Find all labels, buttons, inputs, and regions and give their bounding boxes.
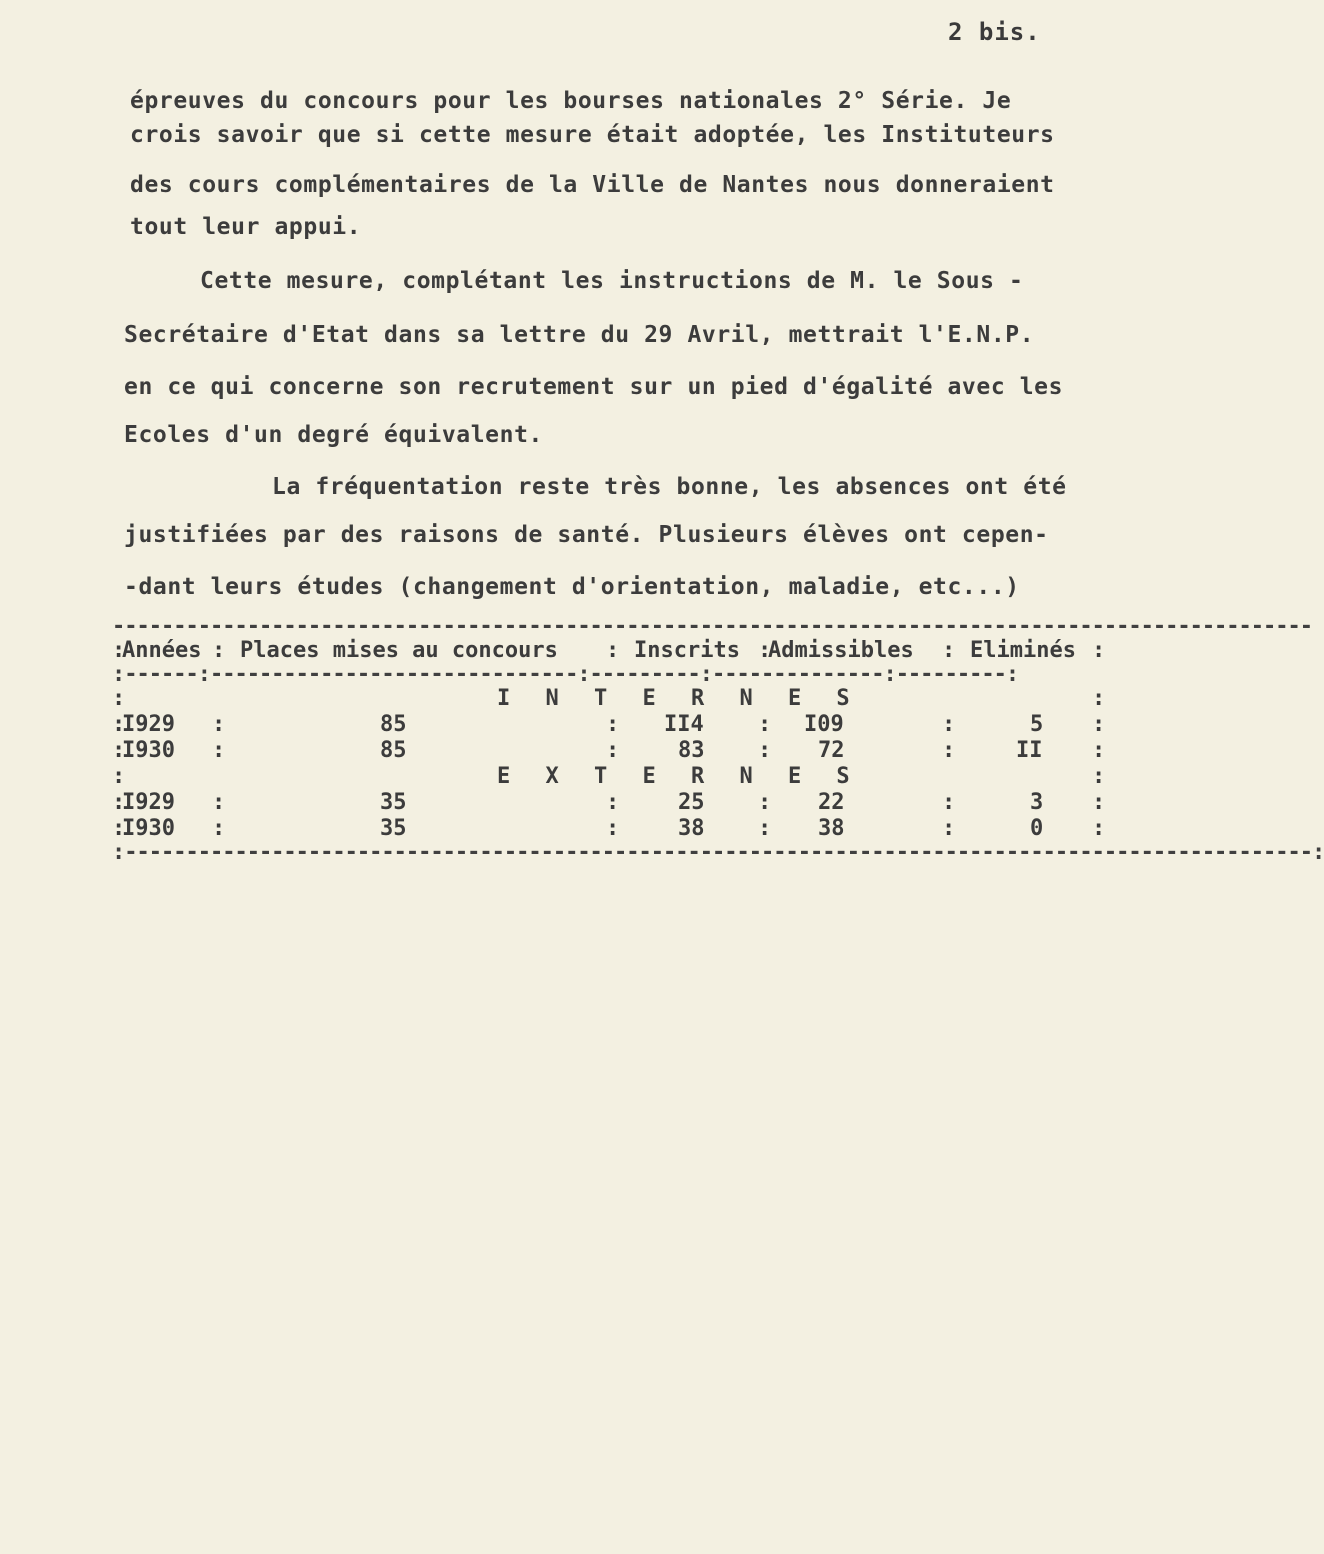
- section-title-internes: I N T E R N E S: [497, 686, 861, 711]
- cell-admissibles: I09: [804, 712, 844, 737]
- cell-places: 35: [380, 816, 407, 841]
- paragraph-line: crois savoir que si cette mesure était adoptée, les Instituteurs: [130, 122, 1055, 148]
- section-title-externes: E X T E R N E S: [497, 764, 861, 789]
- cell-annee: I929: [122, 790, 175, 815]
- paragraph-line: Secrétaire d'Etat dans sa lettre du 29 Avril, mettrait l'E.N.P.: [124, 322, 1035, 348]
- paragraph-line: en ce qui concerne son recrutement sur un pied d'égalité avec les: [124, 374, 1064, 400]
- table-section-row: : I N T E R N E S :: [112, 686, 1106, 711]
- paragraph-line: La fréquentation reste très bonne, les absences ont été: [272, 474, 1067, 500]
- table-row: : I929 : 85 : II4 : I09 : 5 :: [112, 712, 1106, 737]
- table-row: : I930 : 85 : 83 : 72 : II :: [112, 738, 1106, 763]
- header-elimines: Eliminés: [970, 638, 1076, 663]
- cell-annee: I929: [122, 712, 175, 737]
- header-inscrits: Inscrits: [634, 638, 740, 663]
- cell-admissibles: 38: [818, 816, 845, 841]
- cell-elimines: 5: [1030, 712, 1044, 737]
- paragraph-line: des cours complémentaires de la Ville de Nantes nous donneraient: [130, 172, 1055, 198]
- cell-elimines: 3: [1030, 790, 1044, 815]
- cell-inscrits: II4: [664, 712, 704, 737]
- table-rule: :------:------------------------------:---------:--------------:---------:: [112, 662, 1019, 687]
- cell-places: 85: [380, 738, 407, 763]
- paragraph-line: justifiées par des raisons de santé. Plusieurs élèves ont cepen-: [124, 522, 1049, 548]
- paragraph-line: Cette mesure, complétant les instructions de M. le Sous -: [200, 268, 1024, 294]
- cell-places: 35: [380, 790, 407, 815]
- cell-admissibles: 72: [818, 738, 845, 763]
- table-row: : I929 : 35 : 25 : 22 : 3 :: [112, 790, 1106, 815]
- table-section-row: : E X T E R N E S :: [112, 764, 1106, 789]
- table-rule: --------------------------------------------------------------------------------------------------: [112, 614, 1313, 639]
- paragraph-line: épreuves du concours pour les bourses nationales 2° Série. Je: [130, 88, 1012, 114]
- cell-admissibles: 22: [818, 790, 845, 815]
- results-table: [112, 614, 1324, 865]
- paragraph-line: Ecoles d'un degré équivalent.: [124, 422, 543, 448]
- table-rule: :-------------------------------------------------------------------------------------------------:: [112, 840, 1324, 865]
- cell-inscrits: 25: [678, 790, 705, 815]
- paragraph-line: -dant leurs études (changement d'orientation, maladie, etc...): [124, 574, 1020, 600]
- cell-annee: I930: [122, 816, 175, 841]
- cell-elimines: 0: [1030, 816, 1044, 841]
- cell-annee: I930: [122, 738, 175, 763]
- header-annees: Années: [122, 638, 202, 663]
- page-number: 2 bis.: [948, 18, 1041, 46]
- header-admissibles: Admissibles: [768, 638, 914, 663]
- cell-inscrits: 83: [678, 738, 705, 763]
- header-places: Places mises au concours: [240, 638, 558, 663]
- paragraph-line: tout leur appui.: [130, 214, 362, 240]
- cell-places: 85: [380, 712, 407, 737]
- cell-inscrits: 38: [678, 816, 705, 841]
- table-header-row: : Années : Places mises au concours : Inscrits : Admissibles : Eliminés :: [112, 638, 1106, 663]
- cell-elimines: II: [1016, 738, 1043, 763]
- table-row: : I930 : 35 : 38 : 38 : 0 :: [112, 816, 1106, 841]
